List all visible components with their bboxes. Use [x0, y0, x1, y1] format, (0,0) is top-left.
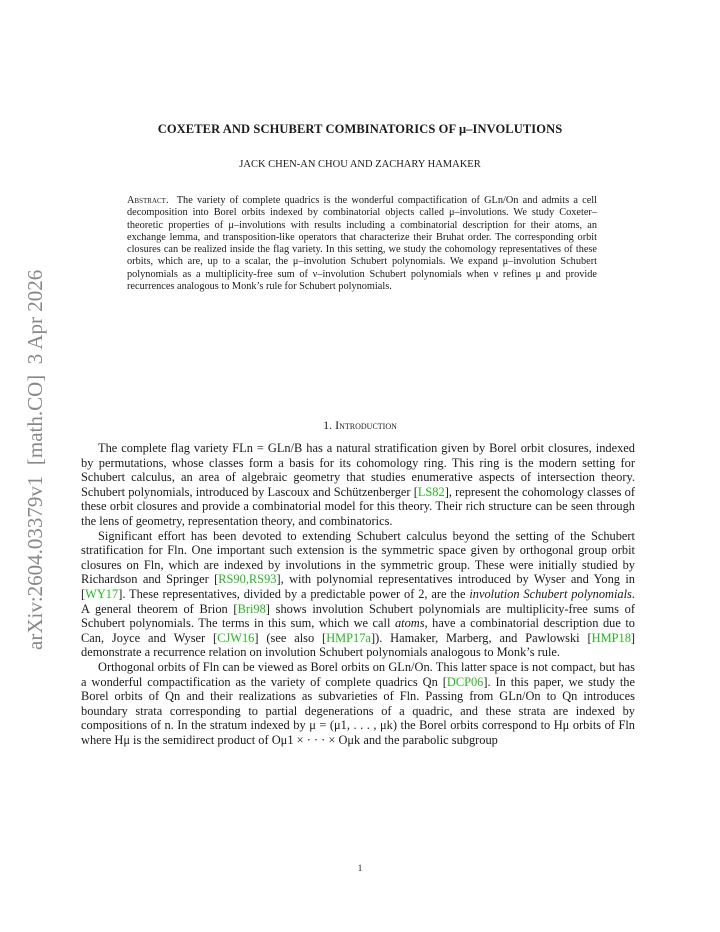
emphasis: involution Schubert polynomials [469, 586, 632, 601]
page-number: 1 [357, 863, 363, 873]
citation-link[interactable]: RS90 [218, 572, 246, 587]
section-heading: 1. Introduction [323, 418, 397, 432]
arxiv-identifier-text: arXiv:2604.03379v1 [math.CO] 3 Apr 2026 [23, 269, 47, 650]
paper-authors: JACK CHEN-AN CHOU AND ZACHARY HAMAKER [239, 159, 481, 170]
citation-link[interactable]: HMP17a [326, 630, 371, 645]
abstract-label: Abstract. [127, 195, 169, 206]
emphasis: atoms [394, 616, 425, 631]
abstract-text: The variety of complete quadrics is the wonderful compactification of GLn/On and admits a cell decomposition into Borel orbits indexed by combinatorial objects called μ–involutions. We study Coxeter–theoretic properties of μ–involutions with results including a combinatorial description for their atoms, an exchange lemma, and transposition-like operators that characterize their Bruhat order. The corresponding orbit closures can be realized inside the flag variety. In this setting, we study the cohomology representatives of these orbits, which are, up to a scalar, the μ–involution Schubert polynomials. We expand μ–involution Schubert polynomials as a multiplicity-free sum of ν–involution Schubert polynomials when ν refines μ and provide recurrences analogous to Monk’s rule for Schubert polynomials. [127, 195, 597, 293]
paragraph-2: Significant effort has been devoted to extending Schubert calculus beyond the setting of the Schubert stratification for Fln. One important such extension is the symmetric space given by orthogonal group orbit closures on Fln, which are indexed by involutions in the symmetric group. These were initially studied by Richardson and Springer [RS90,RS93], with polynomial representatives introduced by Wyser and Yong in [WY17]. These representatives, divided by a predictable power of 2, are the involution Schubert polynomials. A general theorem of Brion [Bri98] shows involution Schubert polynomials are multiplicity-free sums of Schubert polynomials. The terms in this sum, which we call atoms, have a combinatorial description due to Can, Joyce and Wyser [CJW16] (see also [HMP17a]). Hamaker, Marberg, and Pawlowski [HMP18] demonstrate a recurrence relation on involution Schubert polynomials analogous to Monk’s rule. [81, 528, 636, 660]
citation-link[interactable]: DCP06 [446, 674, 484, 689]
citation-link[interactable]: RS93 [248, 572, 277, 587]
paper-title: COXETER AND SCHUBERT COMBINATORICS OF μ–INVOLUTIONS [157, 122, 563, 136]
abstract [127, 195, 597, 293]
paragraph-3: Orthogonal orbits of Fln can be viewed as Borel orbits on GLn/On. This latter space is not compact, but has a wonderful compactification as the variety of complete quadrics Qn [DCP06]. In this paper, we study the Borel orbits of Qn and their realizations as subvarieties of Fln. Passing from GLn/On to Qn introduces boundary strata corresponding to partial degenerations of a quadric, and these strata are indexed by compositions of n. In the stratum indexed by μ = (μ1, . . . , μk) the Borel orbits correspond to Hμ orbits of Fln where Hμ is the semidirect product of Oμ1 × · · · × Oμk and the parabolic subgroup [81, 659, 635, 747]
citation-link[interactable]: LS82 [417, 484, 445, 499]
citation-link[interactable]: CJW16 [217, 630, 255, 645]
citation-link[interactable]: WY17 [85, 586, 119, 601]
body-text [81, 441, 635, 747]
paragraph-1: The complete flag variety FLn = GLn/B has a natural stratification given by Borel orbit closures, indexed by permutations, whose classes form a basis for its cohomology ring. This ring is the modern setting for Schubert calculus, an area of algebraic geometry that studies enumerative aspects of intersection theory. Schubert polynomials, introduced by Lascoux and Schützenberger [LS82], represent the cohomology classes of these orbit closures and provide a combinatorial model for this theory. Their rich structure can be seen through the lens of geometry, representation theory, and combinatorics. [81, 441, 635, 528]
citation-link[interactable]: HMP18 [591, 630, 631, 645]
citation-link[interactable]: Bri98 [237, 601, 266, 616]
arxiv-identifier [10, 250, 54, 650]
